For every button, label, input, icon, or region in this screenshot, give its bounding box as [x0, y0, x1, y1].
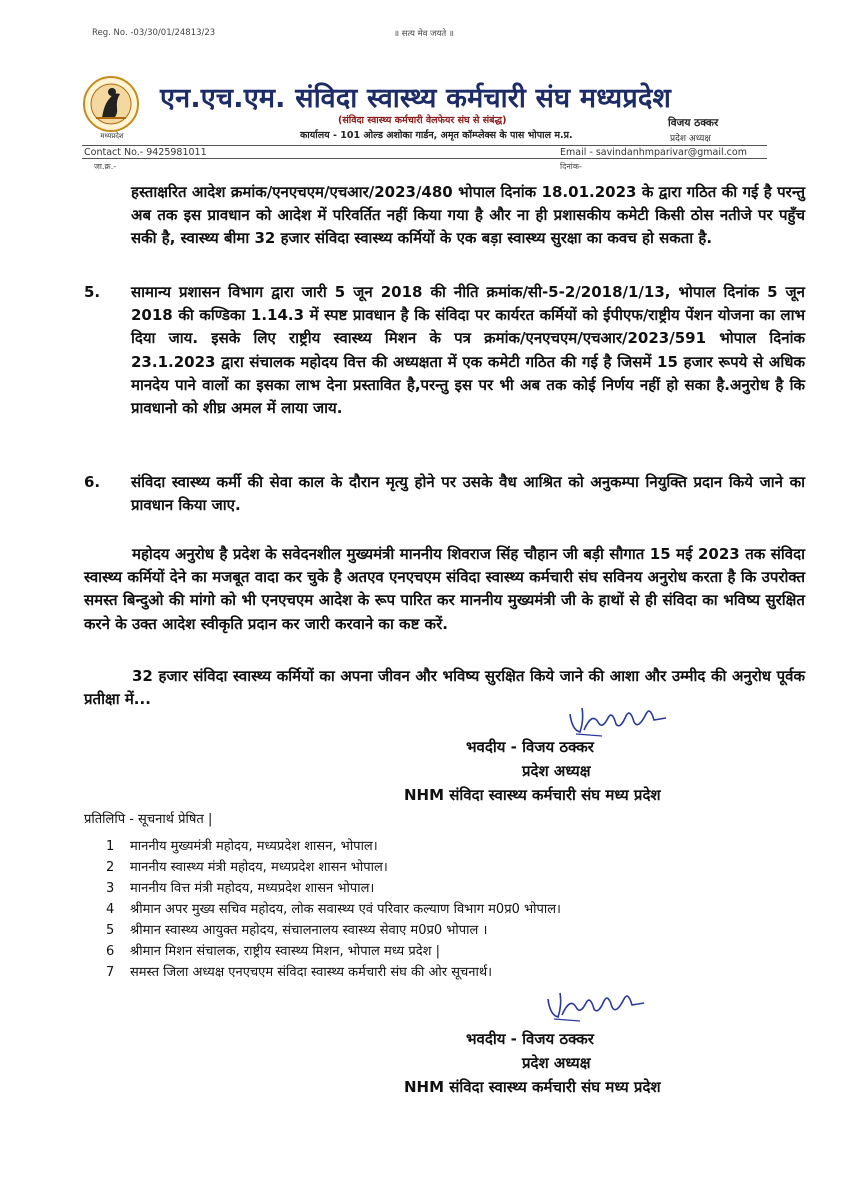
signature-designation: प्रदेश अध्यक्ष: [522, 1054, 591, 1072]
copy-item-text: श्रीमान स्वास्थ्य आयुक्त महोदय, संचालनालय स्वास्थ्य सेवाए म0प्र0 भोपाल ।: [130, 923, 488, 938]
closing-paragraph: 32 हजार संविदा स्वास्थ्य कर्मियों का अपना जीवन और भविष्य सुरक्षित किये जाने की आशा और उम्मीद की अनुरोध पूर्वक प्रतीक्षा में...: [84, 667, 805, 709]
item-number: 6.: [84, 473, 101, 491]
copy-item-number: 2: [106, 860, 115, 875]
copy-item-number: 5: [106, 923, 115, 938]
president-name: विजय ठक्कर: [668, 117, 719, 129]
copy-item-text: माननीय वित्त मंत्री महोदय, मध्यप्रदेश शासन भोपाल।: [130, 881, 375, 896]
reference-label: जा.क्र.-: [94, 162, 117, 171]
item-paragraph: संविदा स्वास्थ्य कर्मी की सेवा काल के दौरान मृत्यु होने पर उसके वैध आश्रित को अनुकम्पा नियुक्ति प्रदान किये जाने का प्रावधान किया जाए.: [131, 473, 805, 515]
organization-name: एन.एच.एम. संविदा स्वास्थ्य कर्मचारी संघ मध्यप्रदेश: [160, 83, 672, 114]
copy-item-text: श्रीमान अपर मुख्य सचिव महोदय, लोक सवास्थ्य एवं परिवार कल्याण विभाग म0प्र0 भोपाल।: [130, 902, 561, 917]
copy-item-text: समस्त जिला अध्यक्ष एनएचएम संविदा स्वास्थ्य कर्मचारी संघ की ओर सूचनार्थ।: [130, 965, 493, 980]
request-paragraph: महोदय अनुरोध है प्रदेश के सवेदनशील मुख्यमंत्री माननीय शिवराज सिंह चौहान जी बड़ी सौगात 15 मई 2023 तक संविदा स्वास्थ्य कर्मियों देने का मजबूत वादा कर चुके है अतएव एनएचएम संविदा स्वास्थ्य कर्मचारी संघ सविनय अनुरोध करता है कि उपरोक्त समस्त बिन्दुओ की मांगो को भी एनएचएम आदेश के रूप पारित कर माननीय मुख्यमंत्री जी के हाथों से ही संविदा का भविष्य सुरक्षित करने के उक्त आदेश स्वीकृति प्रदान कर जारी करवाने का कष्ट करें.: [84, 545, 805, 633]
copy-item-text: माननीय मुख्यमंत्री महोदय, मध्यप्रदेश शासन, भोपाल।: [130, 839, 378, 854]
office-address: कार्यालय - 101 ओल्ड अशोका गार्डन, अमृत कॉम्प्लेक्स के पास भोपाल म.प्र.: [300, 130, 573, 141]
signature-icon: [540, 985, 650, 1025]
copy-item-text: माननीय स्वास्थ्य मंत्री महोदय, मध्यप्रदेश शासन भोपाल।: [130, 860, 388, 875]
copy-item-number: 7: [106, 965, 115, 980]
copy-item-number: 3: [106, 881, 115, 896]
item-number: 5.: [84, 283, 101, 301]
copy-list-item: [106, 857, 388, 875]
signature-organization: NHM संविदा स्वास्थ्य कर्मचारी संघ मध्य प्रदेश: [404, 786, 661, 804]
president-title: प्रदेश अध्यक्ष: [670, 134, 711, 144]
copy-list-item: [106, 878, 374, 896]
copy-item-number: 6: [106, 944, 115, 959]
item-paragraph: सामान्य प्रशासन विभाग द्वारा जारी 5 जून 2018 की नीति क्रमांक/सी-5-2/2018/1/13, भोपाल दिनांक 5 जून 2018 की कण्डिका 1.14.3 में स्पष्ट प्रावधान है कि संविदा पर कार्यरत कर्मियों को ईपीएफ/राष्ट्रीय पेंशन योजना का लाभ दिया जाय. इसके लिए राष्ट्रीय स्वास्थ्य मिशन के पत्र क्रमांक/एनएचएम/एचआर/2023/591 भोपाल दिनांक 23.1.2023 द्वारा संचालक महोदय वित्त की अध्यक्षता में एक कमेटी गठित की गई है जिसमें 15 हजार रूपये से अधिक मानदेय पाने वालों का इसका लाभ देना प्रस्तावित है,परन्तु इस पर भी अब तक कोई निर्णय नहीं हो सका है.अनुरोध है कि प्रावधानो को शीघ्र अमल में लाया जाय.: [131, 283, 805, 418]
signature-sender: भवदीय - विजय ठक्कर: [466, 738, 594, 756]
affiliation-line: (संविदा स्वास्थ्य कर्मचारी वेलफेयर संघ से संबंद्ध): [338, 115, 507, 126]
union-logo-icon: [82, 74, 140, 134]
copy-list-item: [106, 836, 378, 854]
logo-caption: मध्यप्रदेश: [100, 132, 124, 140]
email-address: Email - savindanhmparivar@gmail.com: [560, 147, 747, 158]
motto: ॥ सत्य मेव जयते ॥: [393, 29, 455, 39]
copy-item-number: 4: [106, 902, 115, 917]
copy-list-item: [106, 941, 440, 959]
copy-list-heading: प्रतिलिपि - सूचनार्थ प्रेषित |: [84, 812, 213, 827]
signature-designation: प्रदेश अध्यक्ष: [522, 762, 591, 780]
signature-sender: भवदीय - विजय ठक्कर: [466, 1030, 594, 1048]
registration-number: Reg. No. -03/30/01/24813/23: [92, 28, 216, 38]
contact-number: Contact No.- 9425981011: [84, 147, 207, 158]
copy-list-item: [106, 920, 487, 938]
header-divider-top: [82, 145, 767, 146]
copy-list-item: [106, 962, 492, 980]
signature-icon: [562, 700, 672, 740]
header-divider-bottom: [82, 158, 767, 159]
signature-organization: NHM संविदा स्वास्थ्य कर्मचारी संघ मध्य प्रदेश: [404, 1078, 661, 1096]
copy-item-text: श्रीमान मिशन संचालक, राष्ट्रीय स्वास्थ्य मिशन, भोपाल मध्य प्रदेश |: [130, 944, 440, 959]
intro-paragraph: हस्ताक्षरित आदेश क्रमांक/एनएचएम/एचआर/2023/480 भोपाल दिनांक 18.01.2023 के द्वारा गठित की गई है परन्तु अब तक इस प्रावधान को आदेश में परिवर्तित नहीं किया गया है और ना ही प्रशासकीय कमेटी किसी ठोस नतीजे पर पहुँच सकी है, स्वास्थ्य बीमा 32 हजार संविदा स्वास्थ्य कर्मियों के एक बड़ा स्वास्थ्य सुरक्षा का कवच हो सकता है.: [131, 183, 805, 248]
date-label: दिनांक-: [560, 162, 582, 171]
copy-item-number: 1: [106, 839, 115, 854]
copy-list-item: [106, 899, 561, 917]
